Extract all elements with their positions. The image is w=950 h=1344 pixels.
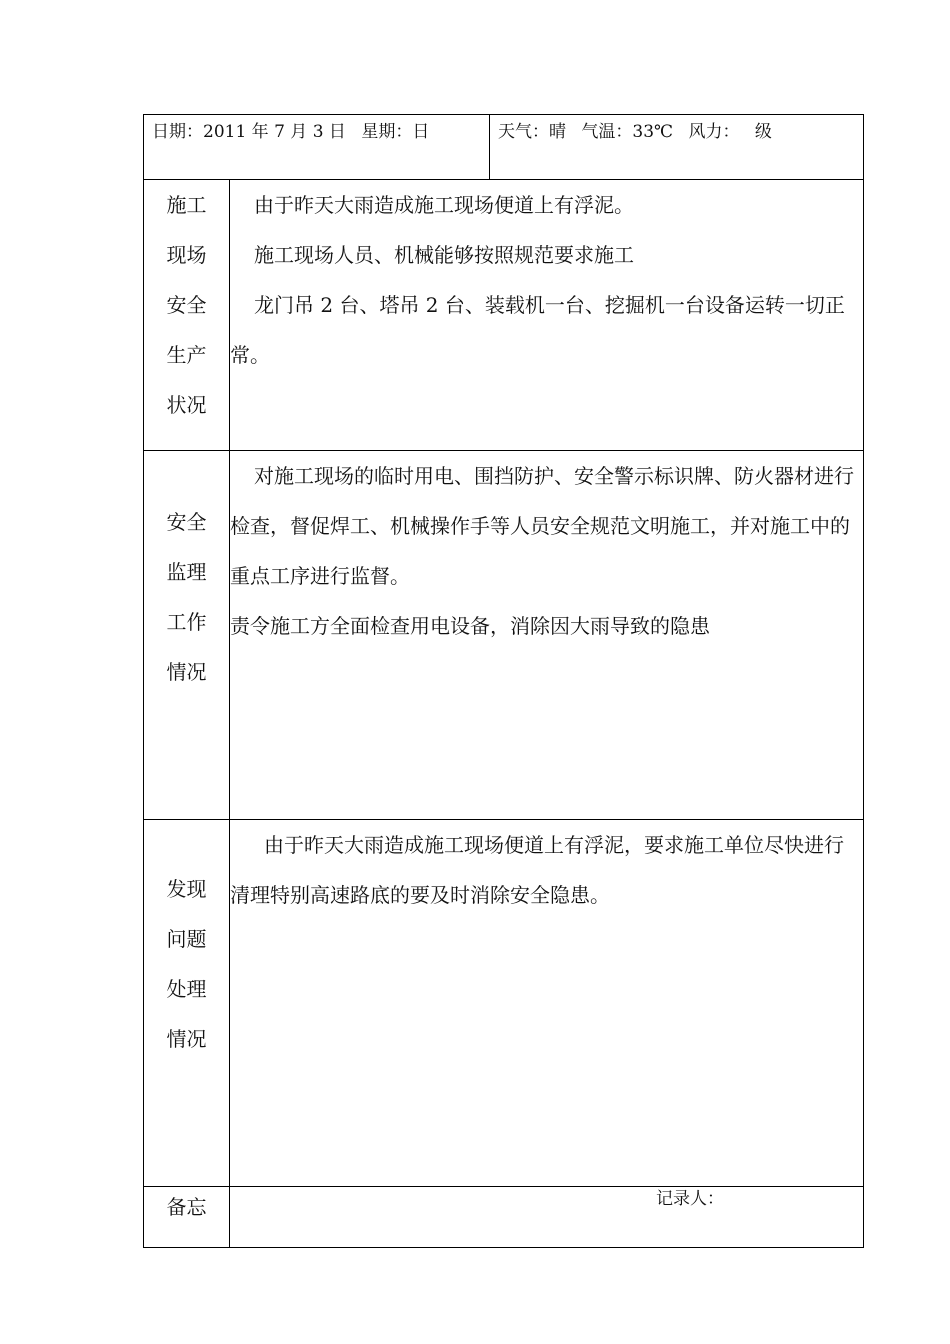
- label-char: 状况: [166, 393, 207, 417]
- label-char: 备忘: [166, 1195, 207, 1219]
- row-content: [230, 180, 864, 451]
- weather-field: 天气：晴: [498, 122, 567, 142]
- content-paragraph: 由于昨天大雨造成施工现场便道上有浮泥。: [254, 193, 634, 217]
- label-char: 工作: [166, 610, 207, 634]
- row-content: [230, 451, 864, 820]
- row-content: [230, 820, 864, 1187]
- label-char: 安全: [166, 510, 207, 534]
- issues-row: [144, 820, 864, 1187]
- label-char: 情况: [166, 660, 207, 684]
- row-label: [144, 180, 230, 451]
- label-char: 发现: [166, 877, 207, 901]
- site-safety-row: [144, 180, 864, 451]
- weather-cell: [490, 115, 864, 180]
- memo-row: [144, 1187, 864, 1248]
- header-row: [144, 115, 864, 180]
- label-char: 现场: [166, 243, 207, 267]
- label-char: 生产: [166, 343, 207, 367]
- label-char: 情况: [166, 1027, 207, 1051]
- row-label: [144, 820, 230, 1187]
- memo-content: [230, 1187, 864, 1248]
- date-cell: [144, 115, 490, 180]
- label-char: 监理: [166, 560, 207, 584]
- label-char: 施工: [166, 193, 207, 217]
- wind-level-field: 级: [754, 122, 772, 142]
- date-field: 日期：2011 年 7 月 3 日: [152, 122, 346, 142]
- label-char: 问题: [166, 927, 207, 951]
- weekday-field: 星期：日: [361, 122, 430, 142]
- label-char: 安全: [166, 293, 207, 317]
- label-char: 处理: [166, 977, 207, 1001]
- site-safety-log-table: [143, 114, 864, 1248]
- recorder-label: 记录人：: [656, 1189, 724, 1209]
- supervision-row: [144, 451, 864, 820]
- temperature-field: 气温：33℃: [581, 122, 674, 142]
- content-paragraph: 对施工现场的临时用电、围挡防护、安全警示标识牌、防火器材进行检查，督促焊工、机械操作手等人员安全规范文明施工，并对施工中的重点工序进行监督。: [230, 464, 854, 588]
- row-label: [144, 451, 230, 820]
- wind-field: 风力：: [688, 122, 740, 142]
- content-paragraph: 责令施工方全面检查用电设备，消除因大雨导致的隐患: [230, 614, 710, 638]
- content-paragraph: 龙门吊 2 台、塔吊 2 台、装载机一台、挖掘机一台设备运转一切正常。: [230, 293, 845, 367]
- content-paragraph: 由于昨天大雨造成施工现场便道上有浮泥，要求施工单位尽快进行清理特别高速路底的要及时消除安全隐患。: [230, 833, 844, 907]
- row-label: [144, 1187, 230, 1248]
- content-paragraph: 施工现场人员、机械能够按照规范要求施工: [254, 243, 634, 267]
